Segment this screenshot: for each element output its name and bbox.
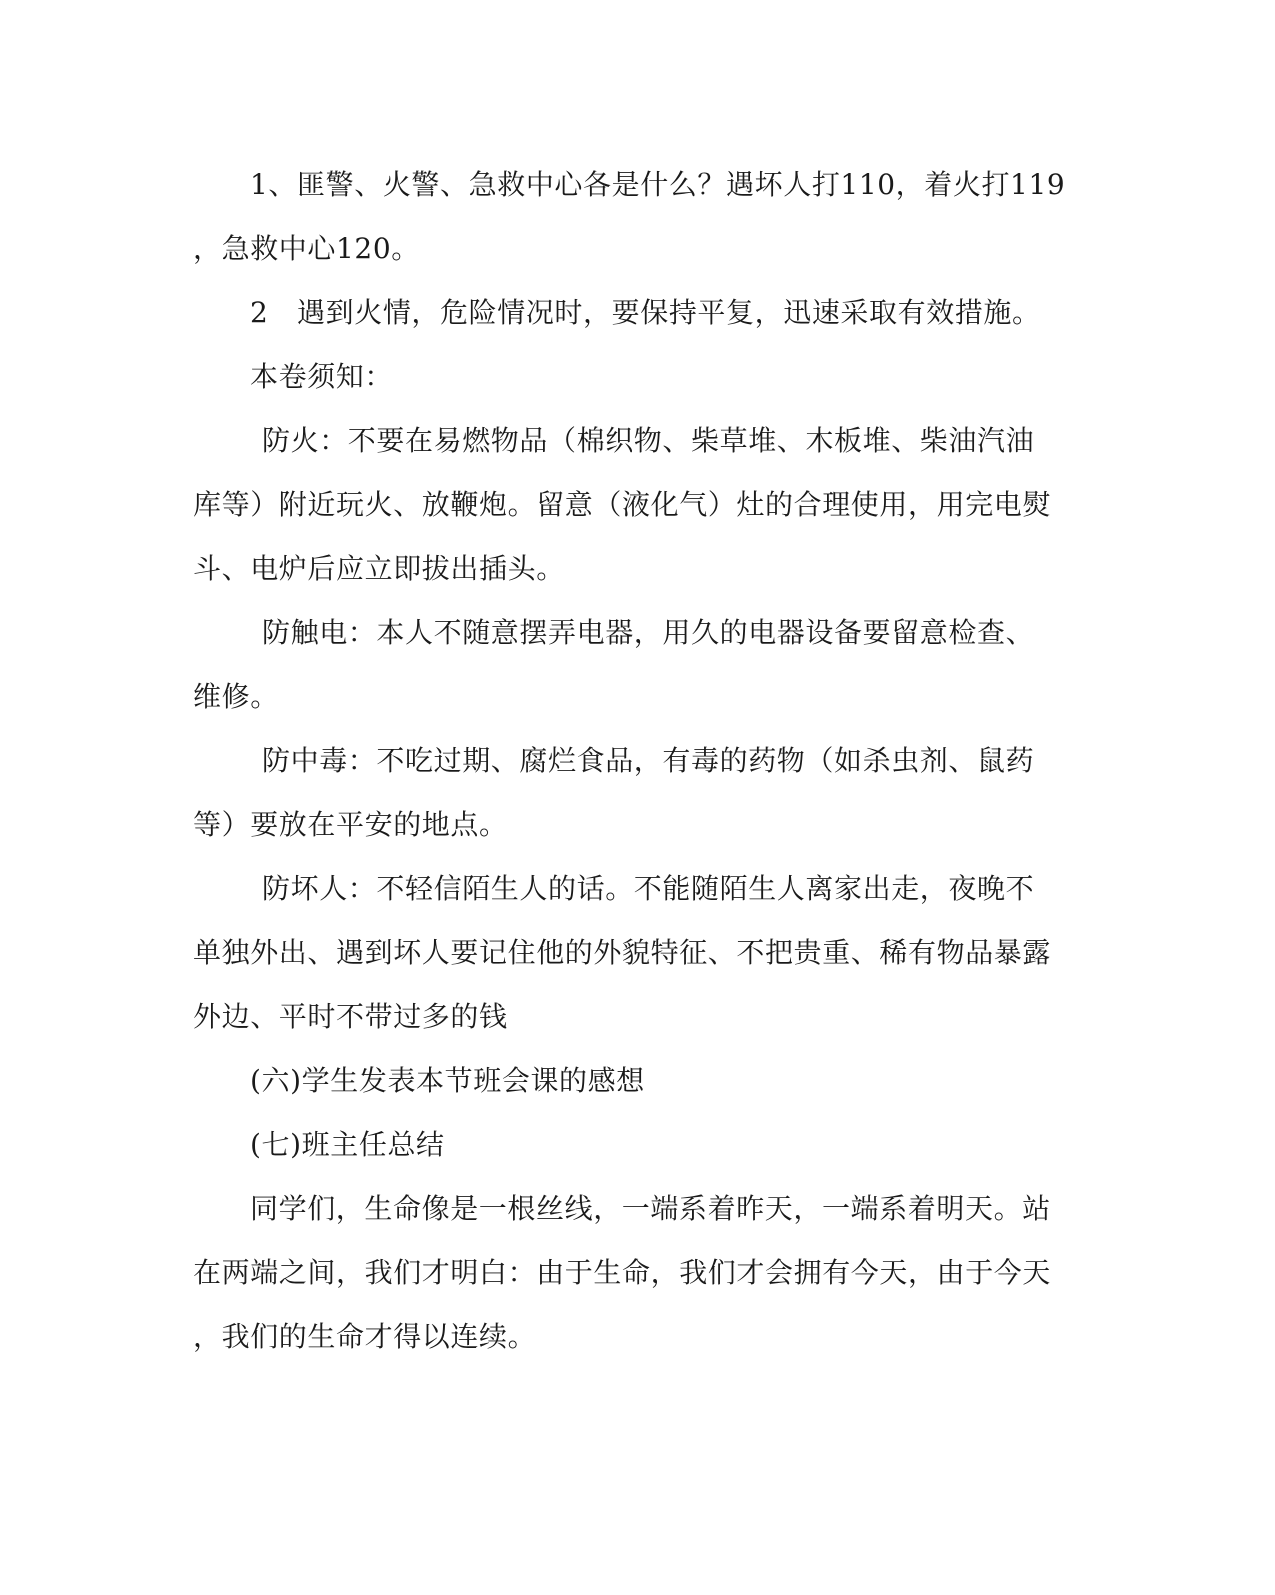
- line-emergency-numbers: 1、匪警、火警、急救中心各是什么？遇坏人打110，着火打119: [250, 168, 1066, 201]
- line-summary-cont1: 在两端之间，我们才明白：由于生命，我们才会拥有今天，由于今天: [193, 1256, 1052, 1289]
- line-summary: 同学们，生命像是一根丝线，一端系着昨天，一端系着明天。站: [250, 1192, 1051, 1225]
- line-electric-shock: 防触电：本人不随意摆弄电器，用久的电器设备要留意检查、: [262, 616, 1035, 649]
- line-electric-shock-cont: 维修。: [193, 680, 279, 713]
- line-section-six: (六)学生发表本节班会课的感想: [250, 1064, 645, 1097]
- line-summary-cont2: ，我们的生命才得以连续。: [193, 1320, 537, 1353]
- line-bad-people: 防坏人：不轻信陌生人的话。不能随陌生人离家出走，夜晚不: [262, 872, 1035, 905]
- line-poisoning-cont: 等）要放在平安的地点。: [193, 808, 508, 841]
- line-fire-prevention-cont2: 斗、电炉后应立即拔出插头。: [193, 552, 565, 585]
- line-fire-prevention-cont1: 库等）附近玩火、放鞭炮。留意（液化气）灶的合理使用，用完电熨: [193, 488, 1052, 521]
- line-bad-people-cont2: 外边、平时不带过多的钱: [193, 1000, 508, 1033]
- line-emergency-numbers-cont: ，急救中心120。: [193, 232, 420, 265]
- line-bad-people-cont1: 单独外出、遇到坏人要记住他的外貌特征、不把贵重、稀有物品暴露: [193, 936, 1052, 969]
- line-section-seven: (七)班主任总结: [250, 1128, 445, 1161]
- line-notice-heading: 本卷须知：: [250, 360, 394, 393]
- line-fire-situation: 2 遇到火情，危险情况时，要保持平复，迅速采取有效措施。: [250, 296, 1041, 329]
- line-poisoning: 防中毒：不吃过期、腐烂食品，有毒的药物（如杀虫剂、鼠药: [262, 744, 1035, 777]
- line-fire-prevention: 防火：不要在易燃物品（棉织物、柴草堆、木板堆、柴油汽油: [262, 424, 1035, 457]
